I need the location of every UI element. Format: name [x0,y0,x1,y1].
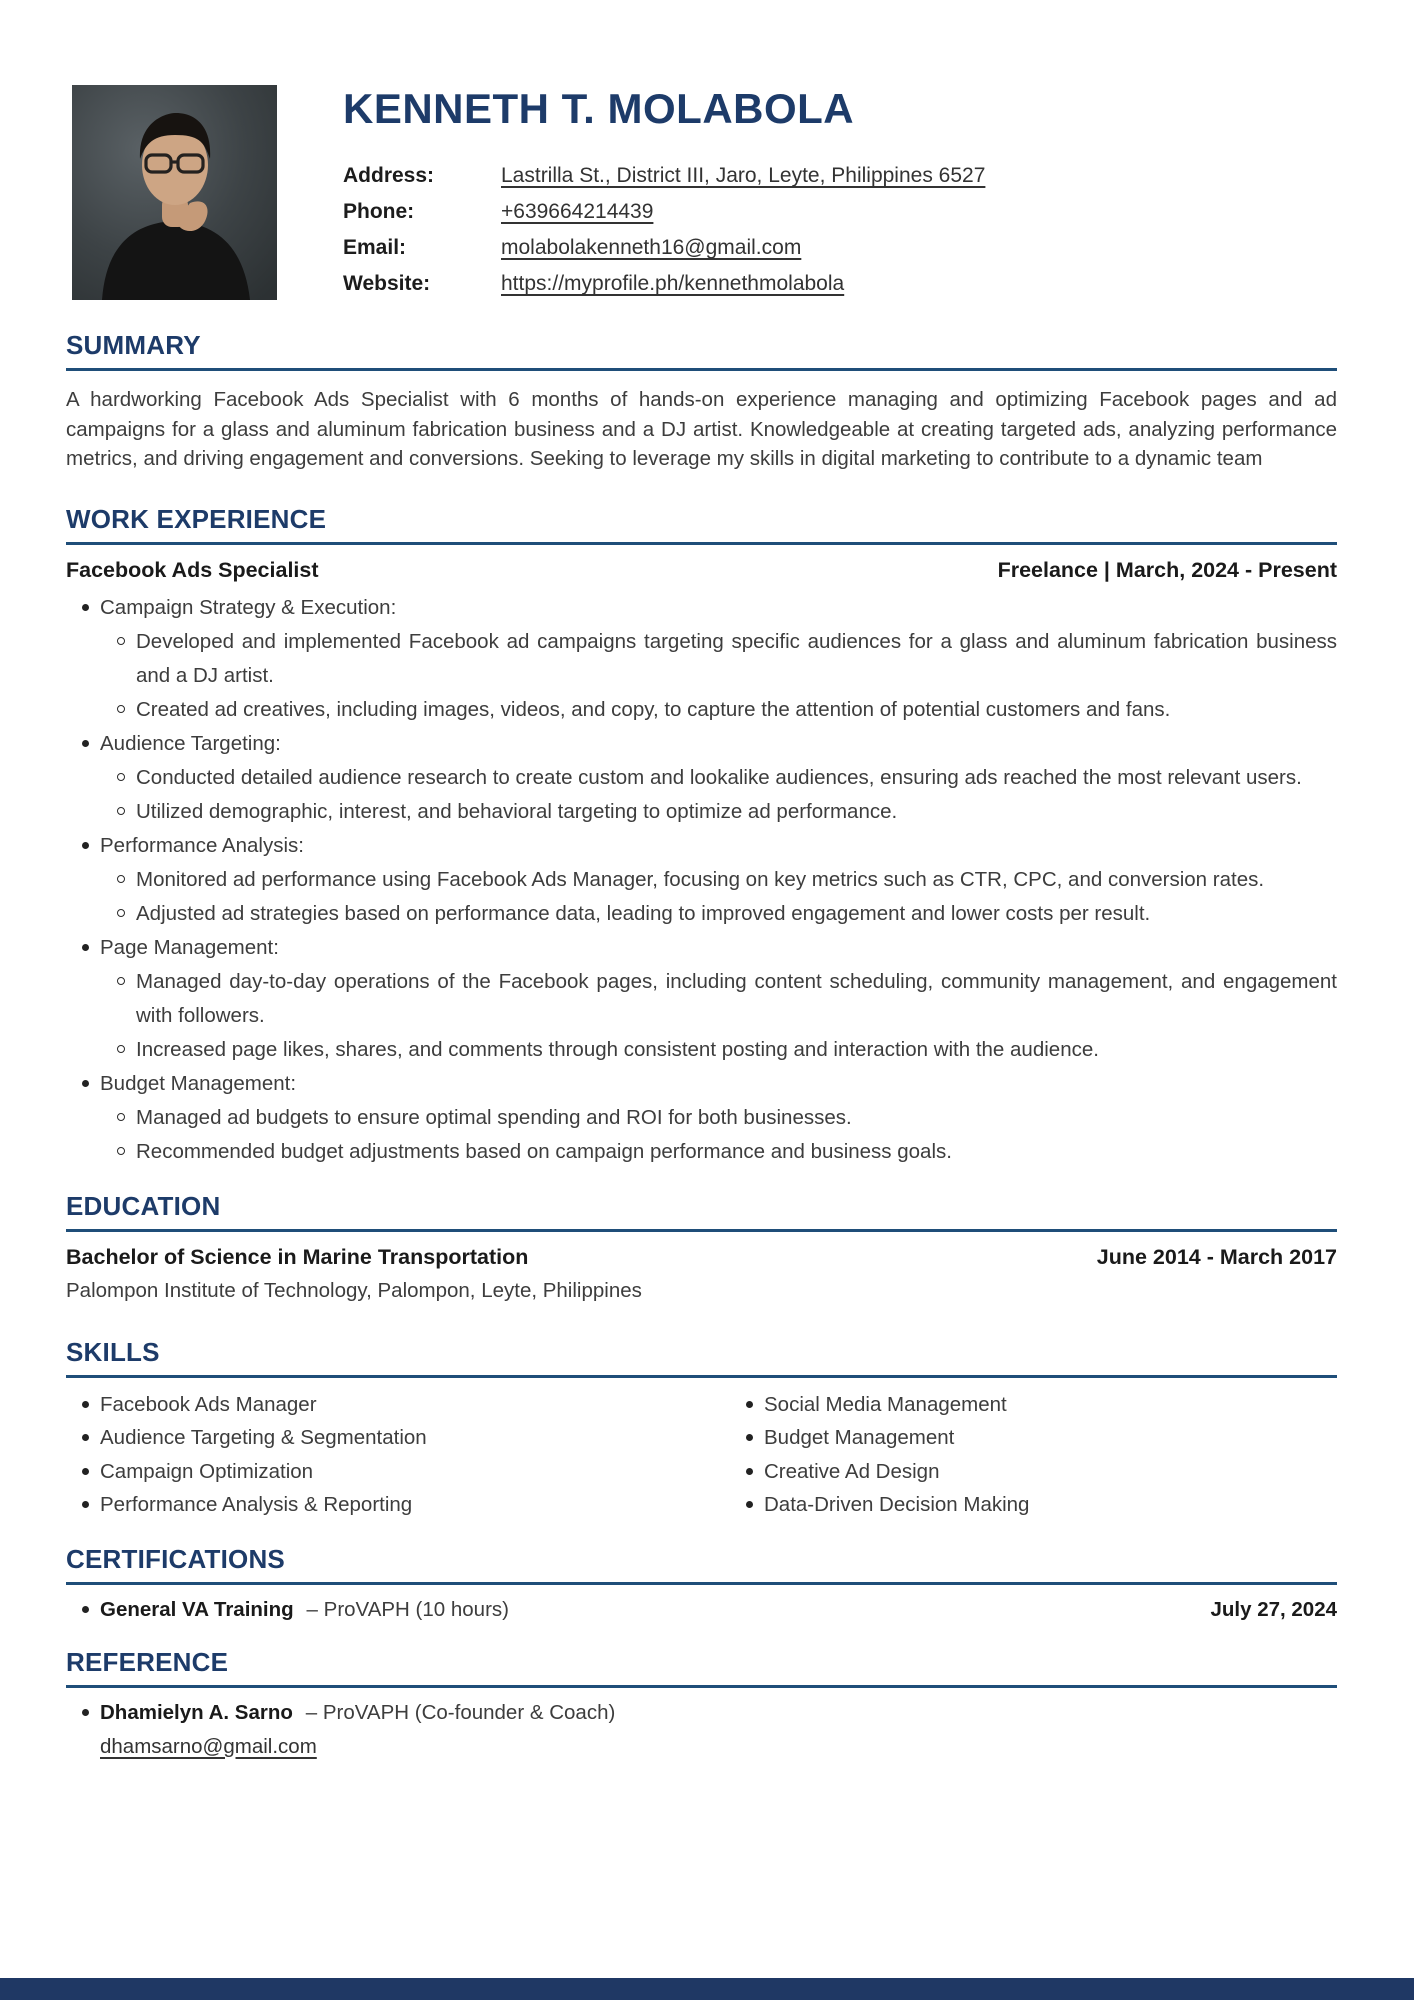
degree-title: Bachelor of Science in Marine Transportation [66,1244,529,1269]
experience-item: Developed and implemented Facebook ad campaigns targeting specific audiences for a glass and aluminum fabrication business and a DJ artist. [136,629,1337,687]
list-item [730,1421,1337,1455]
header-text [343,85,1337,302]
bullet-icon [82,591,100,625]
experience-item: Adjusted ad strategies based on performance data, leading to improved engagement and lower costs per result. [136,901,1151,925]
bullet-icon [82,1421,100,1455]
list-item [66,1067,1337,1101]
list-item [66,1101,1337,1135]
email-label: Email: [343,236,407,260]
list-item [730,1488,1337,1522]
address-link[interactable]: Lastrilla St., District III, Jaro, Leyte, Philippines 6527 [501,164,986,188]
work-experience-section [66,504,1337,1169]
list-item [66,1421,730,1455]
reference-list [66,1696,1337,1764]
education-dates: June 2014 - March 2017 [1096,1244,1337,1269]
list-item [730,1388,1337,1422]
education-header-row [66,1244,1337,1270]
institution: Palompon Institute of Technology, Palompon, Leyte, Philippines [66,1278,642,1302]
list-item [66,897,1337,931]
address-label: Address: [343,164,435,188]
sub-bullet-icon [117,795,136,829]
job-header-row [66,557,1337,583]
list-item [66,965,1337,1033]
experience-group-title: Campaign Strategy & Execution: [100,595,397,619]
list-item [66,1135,1337,1169]
experience-item: Increased page likes, shares, and comments through consistent posting and interaction with the audience. [136,1037,1099,1061]
summary-text: A hardworking Facebook Ads Specialist with 6 months of hands-on experience managing and optimizing Facebook pages and ad campaigns for a glass and aluminum fabrication business and a DJ artist. Knowledgeable at creating targeted ads, analyzing performance metrics, and driving engagement and conversions. Seeking to leverage my skills in digital marketing to contribute to a dynamic team [66,388,1337,471]
list-item [66,1455,730,1489]
skills-column-right [730,1388,1337,1522]
list-item [66,625,1337,693]
phone-label: Phone: [343,200,415,224]
bullet-icon [746,1421,764,1455]
certification-title: General VA Training [100,1597,294,1621]
sub-bullet-icon [117,863,136,897]
list-item [66,693,1337,727]
reference-detail: – ProVAPH (Co-founder & Coach) [305,1700,616,1724]
list-item [66,761,1337,795]
bullet-icon [746,1488,764,1522]
reference-line [100,1696,1337,1764]
footer-bar [0,1978,1414,2000]
list-item [66,931,1337,965]
skill-item: Social Media Management [764,1392,1007,1416]
website-link[interactable]: https://myprofile.ph/kennethmolabola [501,272,845,296]
section-heading-certifications: CERTIFICATIONS [66,1543,285,1574]
reference-name: Dhamielyn A. Sarno [100,1700,293,1724]
experience-group-title: Performance Analysis: [100,833,304,857]
contact-row-website [343,266,1337,302]
bullet-icon [82,931,100,965]
skill-item: Campaign Optimization [100,1459,314,1483]
experience-group-title: Page Management: [100,935,279,959]
list-item [66,591,1337,625]
list-item [66,863,1337,897]
section-divider [66,1685,1337,1688]
reference-email-link[interactable]: dhamsarno@gmail.com [100,1734,317,1758]
list-item [66,1388,730,1422]
skill-item: Facebook Ads Manager [100,1392,317,1416]
section-divider [66,1229,1337,1232]
experience-group-title: Audience Targeting: [100,731,281,755]
certification-list [66,1593,1337,1627]
list-item [66,1593,1337,1627]
job-meta: Freelance | March, 2024 - Present [997,557,1337,582]
bullet-icon [82,829,100,863]
bullet-icon [746,1388,764,1422]
person-photo-placeholder [72,85,277,300]
skills-column-left [66,1388,730,1522]
list-item [66,1488,730,1522]
list-item [66,1696,1337,1764]
sub-bullet-icon [117,965,136,1033]
reference-email-row [100,1730,1337,1764]
email-link[interactable]: molabolakenneth16@gmail.com [501,236,802,260]
experience-item: Monitored ad performance using Facebook Ads Manager, focusing on key metrics such as CTR, CPC, and conversion rates. [136,867,1265,891]
skill-item: Performance Analysis & Reporting [100,1493,413,1517]
skill-item: Budget Management [764,1426,955,1450]
phone-link[interactable]: +639664214439 [501,200,654,224]
website-label: Website: [343,272,431,296]
experience-item: Utilized demographic, interest, and behavioral targeting to optimize ad performance. [136,799,898,823]
skill-item: Data-Driven Decision Making [764,1493,1030,1517]
reference-title-row [100,1696,1337,1730]
experience-item: Managed ad budgets to ensure optimal spending and ROI for both businesses. [136,1105,852,1129]
experience-item: Conducted detailed audience research to create custom and lookalike audiences, ensuring ads reached the most relevant users. [136,765,1302,789]
certification-detail: – ProVAPH (10 hours) [306,1597,509,1621]
profile-photo [72,85,277,300]
skill-item: Creative Ad Design [764,1459,940,1483]
summary-section [66,330,1337,474]
sub-bullet-icon [117,1033,136,1067]
contact-row-email [343,230,1337,266]
reference-section [66,1647,1337,1764]
sub-bullet-icon [117,897,136,931]
list-item [730,1455,1337,1489]
sub-bullet-icon [117,1101,136,1135]
section-divider [66,368,1337,371]
bullet-icon [82,1488,100,1522]
certification-line [100,1593,1210,1627]
section-heading-summary: SUMMARY [66,330,201,361]
contact-row-phone [343,194,1337,230]
bullet-icon [82,1696,100,1764]
section-divider [66,1375,1337,1378]
experience-item: Created ad creatives, including images, videos, and copy, to capture the attention of potential customers and fans. [136,697,1171,721]
candidate-name: KENNETH T. MOLABOLA [343,85,855,132]
certifications-section [66,1544,1337,1627]
bullet-icon [746,1455,764,1489]
section-heading-skills: SKILLS [66,1336,160,1367]
experience-item: Managed day-to-day operations of the Facebook pages, including content scheduling, community management, and engagement with followers. [136,969,1337,1027]
list-item [66,829,1337,863]
section-divider [66,542,1337,545]
skill-item: Audience Targeting & Segmentation [100,1426,427,1450]
section-heading-work-experience: WORK EXPERIENCE [66,503,327,534]
sub-bullet-icon [117,1135,136,1169]
experience-item: Recommended budget adjustments based on campaign performance and business goals. [136,1139,952,1163]
bullet-icon [82,727,100,761]
skills-section [66,1337,1337,1522]
certification-date: July 27, 2024 [1210,1597,1337,1621]
experience-group-title: Budget Management: [100,1071,297,1095]
sub-bullet-icon [117,761,136,795]
bullet-icon [82,1455,100,1489]
skills-grid [66,1388,1337,1522]
list-item [66,1033,1337,1067]
bullet-icon [82,1593,100,1627]
bullet-icon [82,1067,100,1101]
section-heading-reference: REFERENCE [66,1646,229,1677]
experience-bullets [66,591,1337,1169]
section-divider [66,1582,1337,1585]
sub-bullet-icon [117,625,136,693]
education-section [66,1191,1337,1307]
header [72,85,1337,302]
bullet-icon [82,1388,100,1422]
list-item [66,795,1337,829]
sub-bullet-icon [117,693,136,727]
section-heading-education: EDUCATION [66,1190,221,1221]
job-title: Facebook Ads Specialist [66,557,319,582]
contact-row-address [343,158,1337,194]
list-item [66,727,1337,761]
